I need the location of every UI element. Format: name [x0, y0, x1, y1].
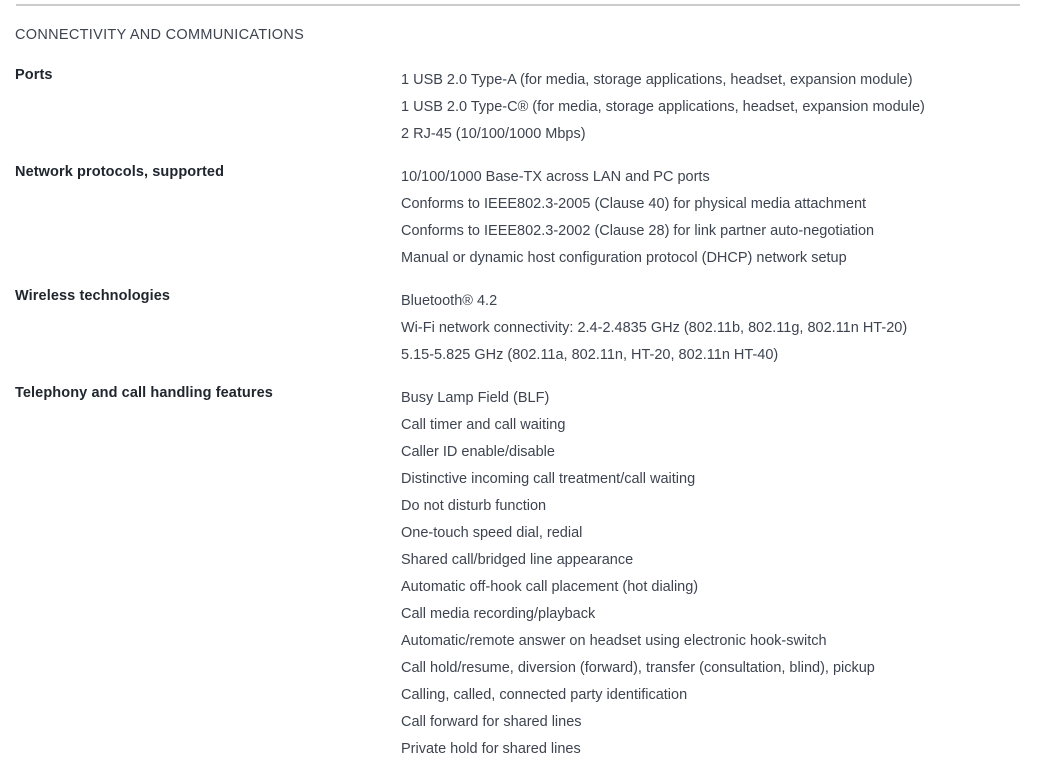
spec-row-values: [401, 67, 1043, 148]
spec-value-line: Distinctive incoming call treatment/call waiting: [401, 471, 696, 487]
spec-row-values: [401, 288, 1043, 369]
spec-row-label: Network protocols, supported: [15, 164, 225, 180]
spec-value-line: 10/100/1000 Base-TX across LAN and PC ports: [401, 169, 710, 185]
spec-value-line: Do not disturb function: [401, 498, 547, 514]
spec-value-line: Bluetooth® 4.2: [401, 293, 498, 309]
spec-value-line: Manual or dynamic host configuration protocol (DHCP) network setup: [401, 250, 847, 266]
spec-row: [15, 286, 1043, 369]
spec-value-line: Call media recording/playback: [401, 606, 596, 622]
spec-row-label: Telephony and call handling features: [15, 385, 273, 401]
spec-value-line: Caller ID enable/disable: [401, 444, 555, 460]
spec-value-line: Shared call/bridged line appearance: [401, 552, 634, 568]
spec-value-line: Automatic off-hook call placement (hot dialing): [401, 579, 699, 595]
spec-value-line: 1 USB 2.0 Type-C® (for media, storage applications, headset, expansion module): [401, 99, 925, 115]
spec-value-line: Wi-Fi network connectivity: 2.4-2.4835 GHz (802.11b, 802.11g, 802.11n HT-20): [401, 320, 908, 336]
spec-row: [15, 383, 1043, 758]
spec-row: [15, 162, 1043, 272]
spec-value-line: Automatic/remote answer on headset using electronic hook-switch: [401, 633, 827, 649]
spec-value-line: Call forward for shared lines: [401, 714, 582, 730]
spec-row-values: [401, 385, 1043, 758]
spec-value-line: Conforms to IEEE802.3-2002 (Clause 28) for link partner auto-negotiation: [401, 223, 875, 239]
spec-row: [15, 65, 1043, 148]
spec-value-line: Call timer and call waiting: [401, 417, 566, 433]
spec-value-line: 1 USB 2.0 Type-A (for media, storage applications, headset, expansion module): [401, 72, 913, 88]
spec-sheet-page: [0, 4, 1043, 758]
section-title: CONNECTIVITY AND COMMUNICATIONS: [15, 27, 305, 43]
section-top-divider: [16, 4, 1020, 6]
spec-value-line: Private hold for shared lines: [401, 741, 581, 757]
spec-value-line: Calling, called, connected party identification: [401, 687, 688, 703]
spec-value-line: Conforms to IEEE802.3-2005 (Clause 40) for physical media attachment: [401, 196, 867, 212]
spec-row-label: Ports: [15, 67, 53, 83]
spec-row-label: Wireless technologies: [15, 288, 171, 304]
spec-value-line: One-touch speed dial, redial: [401, 525, 583, 541]
spec-value-line: Busy Lamp Field (BLF): [401, 390, 550, 406]
spec-value-line: 2 RJ-45 (10/100/1000 Mbps): [401, 126, 586, 142]
spec-table: [15, 65, 1043, 758]
spec-row-values: [401, 164, 1043, 272]
spec-value-line: 5.15-5.825 GHz (802.11a, 802.11n, HT-20, 802.11n HT-40): [401, 347, 779, 363]
spec-value-line: Call hold/resume, diversion (forward), transfer (consultation, blind), pickup: [401, 660, 875, 676]
